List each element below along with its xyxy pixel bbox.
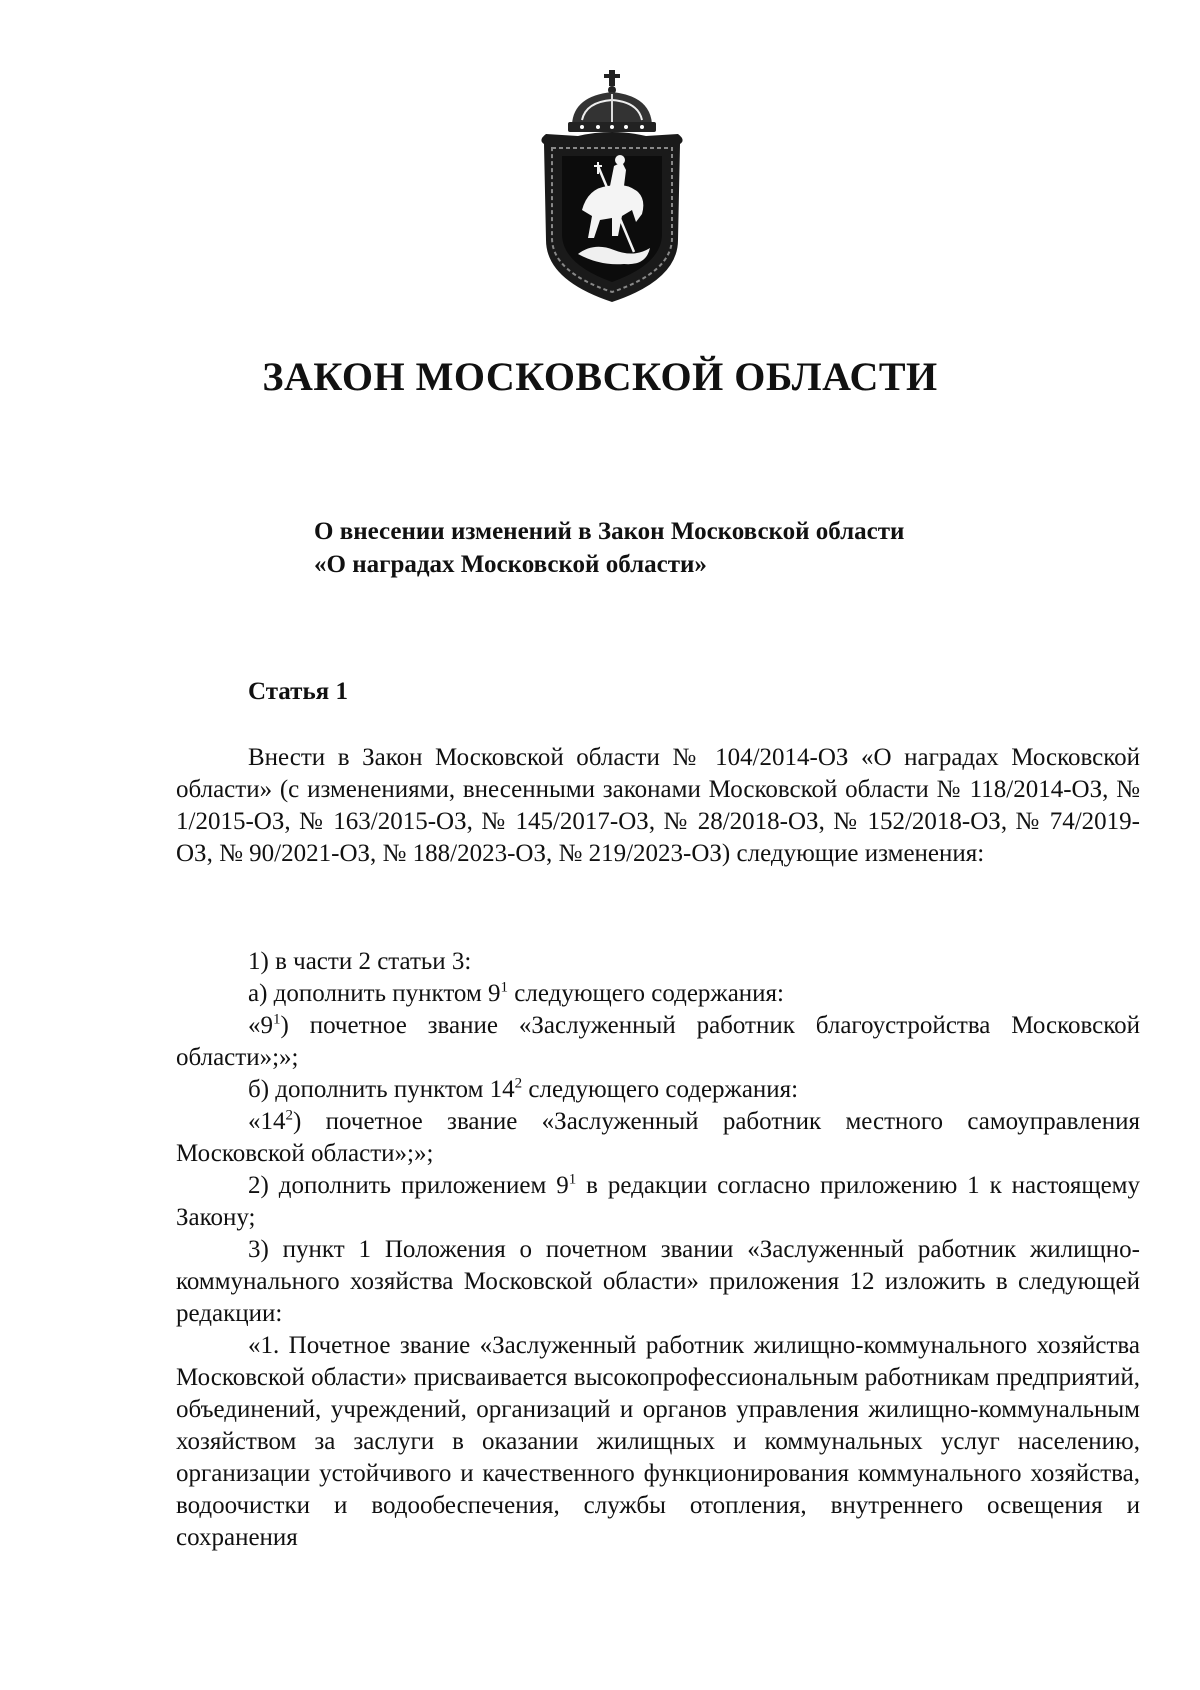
paragraph-add-point-9-1 (176, 978, 1140, 1010)
law-title: ЗАКОН МОСКОВСКОЙ ОБЛАСТИ (262, 354, 938, 399)
coat-of-arms-icon (538, 70, 686, 302)
text-segment: следующего содержания: (508, 980, 784, 1007)
paragraph-add-appendix (176, 1170, 1140, 1234)
article-heading: Статья 1 (248, 678, 348, 705)
paragraph-point-1-regulation: 3) пункт 1 Положения о почетном звании «Заслуженный работник жилищно-коммунального хозяйства Московской области» приложения 12 изложить в следующей редакции: (176, 1236, 1140, 1327)
paragraph-point-9-1-text (176, 1010, 1140, 1074)
subtitle-line-2: «О наградах Московской области» (314, 551, 707, 578)
superscript: 2 (285, 1107, 293, 1124)
paragraph-part2-article3: 1) в части 2 статьи 3: (248, 948, 472, 975)
text-segment: следующего содержания: (522, 1076, 799, 1103)
superscript: 1 (273, 1011, 281, 1028)
subtitle-line-1: О внесении изменений в Закон Московской области (314, 518, 905, 545)
superscript: 1 (500, 979, 509, 996)
law-subtitle (314, 515, 904, 581)
intro-paragraph: Внести в Закон Московской области № 104/2014-ОЗ «О наградах Московской области» (с изменениями, внесенными законами Московской области № 118/2014-ОЗ, № 1/2015-ОЗ, № 163/2015-ОЗ, № 145/2017-ОЗ, № 28/2018-ОЗ, № 152/2018-ОЗ, № 74/2019-ОЗ, № 90/2021-ОЗ, № 188/2023-ОЗ, № 219/2023-ОЗ) следующие изменения: (176, 744, 1140, 867)
text-segment: «9 (248, 1012, 273, 1039)
paragraph-new-wording: «1. Почетное звание «Заслуженный работник жилищно-коммунального хозяйства Московской области» присваивается высокопрофессиональным работникам предприятий, объединений, учреждений, организаций и органов управления жилищно-коммунальным хозяйством за заслуги в оказании жилищных и коммунальных услуг населению, организации устойчивого и качественного функционирования коммунального хозяйства, водоочистки и водообеспечения, службы отопления, внутреннего освещения и сохранения (176, 1332, 1140, 1551)
text-segment: а) дополнить пунктом 9 (248, 980, 501, 1007)
text-segment: «14 (248, 1108, 286, 1135)
text-segment: ) почетное звание «Заслуженный работник благоустройства Московской области»;»; (176, 1012, 1140, 1071)
paragraph-point-14-2-text (176, 1106, 1140, 1170)
superscript: 1 (568, 1171, 577, 1188)
superscript: 2 (514, 1075, 523, 1092)
intro-block (176, 742, 1140, 870)
text-segment: ) почетное звание «Заслуженный работник местного самоуправления Московской области»;»; (176, 1108, 1140, 1167)
paragraph-add-point-14-2 (176, 1074, 1140, 1106)
amendments-block (176, 946, 1140, 1554)
text-segment: в редакции согласно приложению 1 к настоящему Закону; (176, 1172, 1140, 1231)
text-segment: б) дополнить пунктом 14 (248, 1076, 515, 1103)
text-segment: 2) дополнить приложением 9 (248, 1172, 569, 1199)
